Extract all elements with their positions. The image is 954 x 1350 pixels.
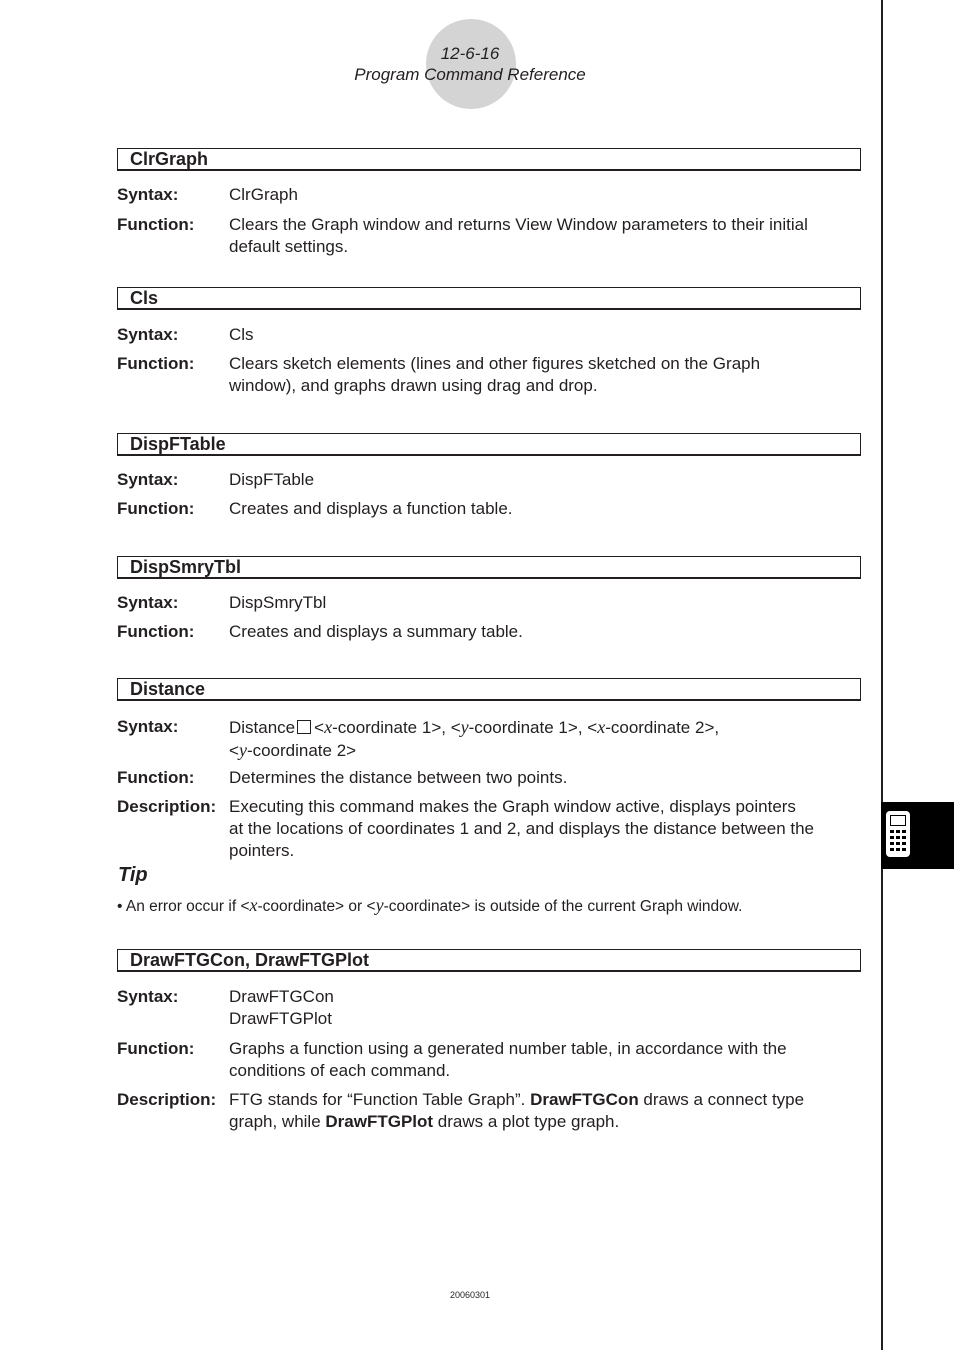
function-label: Function: bbox=[117, 215, 195, 234]
calculator-icon bbox=[885, 810, 911, 858]
syntax-value: DrawFTGCon DrawFTGPlot bbox=[229, 987, 334, 1028]
space-symbol bbox=[297, 720, 311, 734]
syntax-label: Syntax: bbox=[117, 185, 179, 204]
command-heading-dispsmrytbl: DispSmryTbl bbox=[117, 556, 861, 579]
function-label: Function: bbox=[117, 354, 195, 373]
function-text: Graphs a function using a generated number table, in accordance with the conditions of each command. bbox=[229, 1039, 787, 1080]
command-heading-dispftable: DispFTable bbox=[117, 433, 861, 456]
syntax-value: DispSmryTbl bbox=[229, 593, 327, 612]
function-text: Creates and displays a summary table. bbox=[229, 622, 523, 641]
function-label: Function: bbox=[117, 768, 195, 787]
function-label: Function: bbox=[117, 1039, 195, 1058]
syntax-value: DispFTable bbox=[229, 470, 315, 489]
tip-heading: Tip bbox=[118, 864, 148, 886]
margin-rule bbox=[881, 0, 883, 1350]
function-text: Determines the distance between two points. bbox=[229, 768, 568, 787]
description-label: Description: bbox=[117, 1090, 217, 1109]
function-text: Clears the Graph window and returns View Window parameters to their initial default settings. bbox=[229, 215, 808, 256]
footer-code: 20060301 bbox=[449, 1290, 491, 1300]
description-text: Executing this command makes the Graph window active, displays pointers at the locations of coordinates 1 and 2, and displays the distance between the pointers. bbox=[229, 797, 815, 860]
syntax-label: Syntax: bbox=[117, 593, 179, 612]
section-title: Program Command Reference bbox=[354, 65, 586, 84]
tip-bullet-item: • An error occur if <x-coordinate> or <y-coordinate> is outside of the current Graph window. bbox=[117, 895, 743, 915]
command-heading-drawftg: DrawFTGCon, DrawFTGPlot bbox=[117, 949, 861, 972]
syntax-value: Cls bbox=[229, 325, 254, 344]
description-label: Description: bbox=[117, 797, 217, 816]
description-text: FTG stands for “Function Table Graph”. DrawFTGCon draws a connect type graph, while DrawFTGPlot draws a plot type graph. bbox=[229, 1090, 805, 1131]
header-circle-decoration bbox=[426, 19, 516, 109]
syntax-label: Syntax: bbox=[117, 470, 179, 489]
function-label: Function: bbox=[117, 622, 195, 641]
chapter-tab bbox=[881, 802, 954, 869]
syntax-label: Syntax: bbox=[117, 325, 179, 344]
command-heading-clrgraph: ClrGraph bbox=[117, 148, 861, 171]
command-heading-cls: Cls bbox=[117, 287, 861, 310]
syntax-value: Distance <x-coordinate 1>, <y-coordinate 1>, <x-coordinate 2>, <y-coordinate 2> bbox=[229, 717, 720, 760]
function-text: Creates and displays a function table. bbox=[229, 499, 513, 518]
syntax-value: ClrGraph bbox=[229, 185, 298, 204]
function-text: Clears sketch elements (lines and other figures sketched on the Graph window), and graphs drawn using drag and drop. bbox=[229, 354, 761, 395]
syntax-label: Syntax: bbox=[117, 987, 179, 1006]
command-heading-distance: Distance bbox=[117, 678, 861, 701]
page-number: 12-6-16 bbox=[440, 44, 500, 63]
syntax-label: Syntax: bbox=[117, 717, 179, 736]
function-label: Function: bbox=[117, 499, 195, 518]
